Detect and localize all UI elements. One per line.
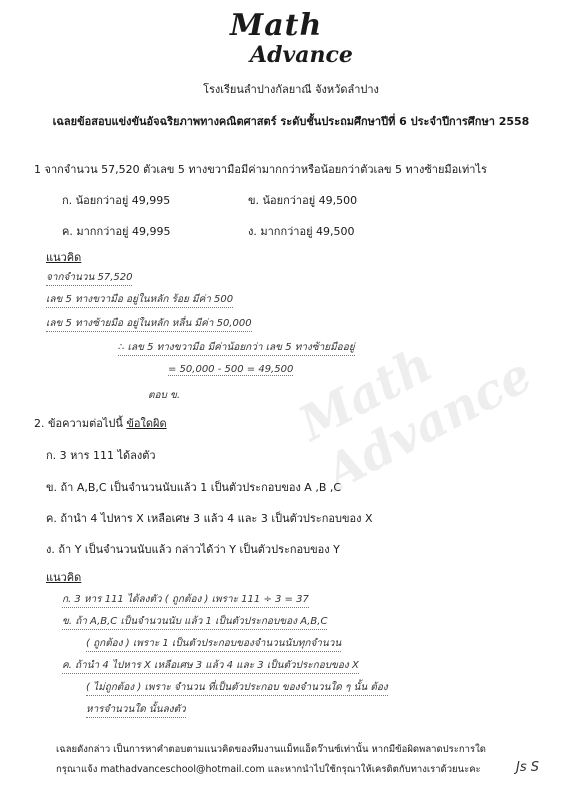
q1-option-b: ข. น้อยกว่าอยู่ 49,500 bbox=[248, 194, 358, 207]
signature: Js S bbox=[516, 760, 539, 775]
q1-work-line: = 50,000 - 500 = 49,500 bbox=[168, 364, 294, 375]
q1-option-d: ง. มากกว่าอยู่ 49,500 bbox=[248, 225, 355, 238]
q1-method-label: แนวคิด bbox=[46, 251, 82, 264]
q1-work-line: ∴ เลข 5 ทางขวามือ มีค่าน้อยกว่า เลข 5 ทางซ้ายมืออยู่ bbox=[118, 340, 355, 356]
logo-line1: Math bbox=[230, 8, 323, 43]
q2-option-b: ข. ถ้า A,B,C เป็นจำนวนนับแล้ว 1 เป็นตัวประกอบของ A ,B ,C bbox=[46, 481, 342, 494]
watermark: Math Advance bbox=[290, 336, 541, 502]
q2-question-text: 2. ข้อความต่อไปนี้ bbox=[34, 417, 127, 430]
footer-note: เฉลยดังกล่าว เป็นการหาคำตอบตามแนวคิดของทีมงานแม็ทแอ็ดว๊านซ์เท่านั้น หากมีข้อผิดพลาดประการใด bbox=[56, 744, 486, 755]
q2-work-line: ก. 3 หาร 111 ได้ลงตัว ( ถูกต้อง ) เพราะ 111 ÷ 3 = 37 bbox=[62, 592, 309, 608]
footer-contact: กรุณาแจ้ง mathadvanceschool@hotmail.com และหากนำไปใช้กรุณาให้เครดิตกับทางเราด้วยนะคะ bbox=[56, 764, 481, 775]
q2-option-a: ก. 3 หาร 111 ได้ลงตัว bbox=[46, 449, 156, 462]
q2-option-d: ง. ถ้า Y เป็นจำนวนนับแล้ว กล่าวได้ว่า Y เป็นตัวประกอบของ Y bbox=[46, 543, 340, 556]
page-title: เฉลยข้อสอบแข่งขันอัจฉริยภาพทางคณิตศาสตร์ ระดับชั้นประถมศึกษาปีที่ 6 ประจำปีการศึกษา 2558 bbox=[52, 115, 530, 128]
q2-work-line: ค. ถ้านำ 4 ไปหาร X เหลือเศษ 3 แล้ว 4 และ 3 เป็นตัวประกอบของ X bbox=[62, 658, 359, 674]
q1-question: 1 จากจำนวน 57,520 ตัวเลข 5 ทางขวามือมีค่ามากกว่าหรือน้อยกว่าตัวเลข 5 ทางซ้ายมือเท่าไร bbox=[34, 163, 487, 176]
q1-work-line: จากจำนวน 57,520 bbox=[46, 270, 132, 286]
logo-line2: Advance bbox=[250, 42, 353, 68]
q1-work-line: เลข 5 ทางซ้ายมือ อยู่ในหลัก หลื่น มีค่า 50,000 bbox=[46, 316, 252, 332]
q2-question-emph: ข้อใดผิด bbox=[126, 417, 167, 430]
q1-option-a: ก. น้อยกว่าอยู่ 49,995 bbox=[62, 194, 171, 207]
q2-method-label: แนวคิด bbox=[46, 571, 82, 584]
q2-question bbox=[34, 414, 167, 432]
school-name: โรงเรียนลำปางกัลยาณี จังหวัดลำปาง bbox=[203, 83, 379, 96]
q2-work-line: หารจำนวนใด นั้นลงตัว bbox=[86, 702, 186, 718]
q1-option-c: ค. มากกว่าอยู่ 49,995 bbox=[62, 225, 171, 238]
math-advance-logo bbox=[210, 8, 370, 72]
q1-answer: ตอบ ข. bbox=[148, 390, 181, 401]
q2-work-line: ( ถูกต้อง ) เพราะ 1 เป็นตัวประกอบของจำนวนนับทุกจำนวน bbox=[86, 636, 341, 652]
q2-option-c: ค. ถ้านำ 4 ไปหาร X เหลือเศษ 3 แล้ว 4 และ 3 เป็นตัวประกอบของ X bbox=[46, 512, 373, 525]
q2-work-line: ข. ถ้า A,B,C เป็นจำนวนนับ แล้ว 1 เป็นตัวประกอบของ A,B,C bbox=[62, 614, 327, 630]
q1-work-line: เลข 5 ทางขวามือ อยู่ในหลัก ร้อย มีค่า 500 bbox=[46, 292, 233, 308]
q2-work-line: ( ไม่ถูกต้อง ) เพราะ จำนวน ที่เป็นตัวประกอบ ของจำนวนใด ๆ นั้น ต้อง bbox=[86, 680, 388, 696]
